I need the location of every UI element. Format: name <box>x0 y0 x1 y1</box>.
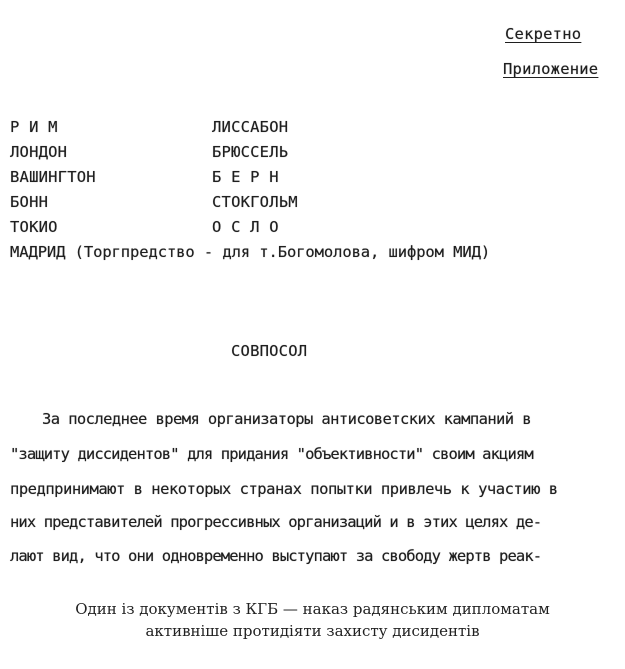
recipient-city: ТОКИО <box>10 218 58 236</box>
recipient-city: Б Е Р Н <box>212 168 279 186</box>
recipient-city: БОНН <box>10 193 49 211</box>
classification-stamp: Секретно <box>505 25 582 43</box>
body-line: "защиту диссидентов" для придания "объективности" своим акциям <box>10 445 533 463</box>
recipient-city: БРЮССЕЛЬ <box>212 143 289 161</box>
recipient-madrid-line: МАДРИД (Торгпредство - для т.Богомолова, шифром МИД) <box>10 243 491 261</box>
document-heading: СОВПОСОЛ <box>231 342 308 360</box>
recipient-city: О С Л О <box>212 218 279 236</box>
body-line: предпринимают в некоторых странах попытки привлечь к участию в <box>10 480 558 498</box>
caption-line: активніше протидіяти захисту дисидентів <box>145 622 480 640</box>
body-line: них представителей прогрессивных организаций и в этих целях де- <box>10 513 542 531</box>
body-line: лают вид, что они одновременно выступают за свободу жертв реак- <box>10 547 542 565</box>
caption-line: Один із документів з КГБ — наказ радянським дипломатам <box>75 600 550 618</box>
recipient-city: СТОКГОЛЬМ <box>212 193 298 211</box>
recipient-city: ЛОНДОН <box>10 143 68 161</box>
recipient-city: Р И М <box>10 118 58 136</box>
recipient-city: ЛИССАБОН <box>212 118 289 136</box>
recipient-city: ВАШИНГТОН <box>10 168 96 186</box>
body-line: За последнее время организаторы антисоветских кампаний в <box>42 410 531 428</box>
photo-caption <box>0 598 625 642</box>
attachment-label: Приложение <box>503 60 599 78</box>
